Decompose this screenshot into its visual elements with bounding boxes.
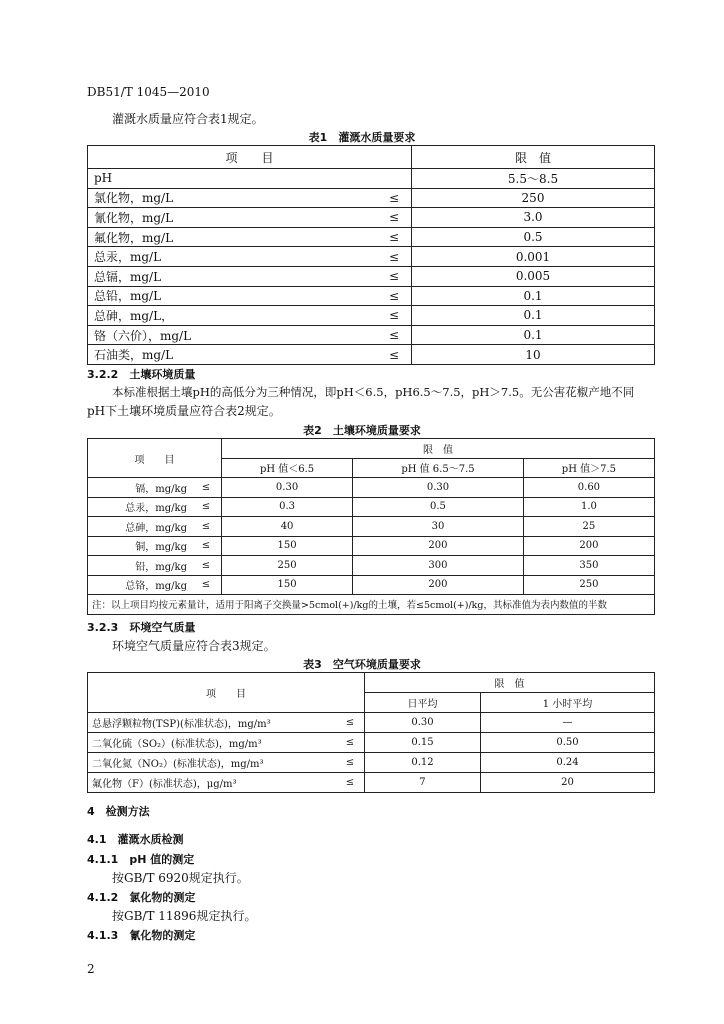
row-operator: ≤ — [377, 266, 412, 286]
row-value: 30 — [353, 517, 524, 537]
table-row — [88, 208, 655, 228]
row-value: 0.1 — [412, 325, 655, 345]
row-value: — — [480, 713, 654, 733]
row-value: 25 — [523, 517, 654, 537]
row-operator: ≤ — [336, 753, 365, 773]
row-value: 0.30 — [365, 713, 481, 733]
row-name: 铬（六价），mg/L — [88, 325, 378, 345]
row-operator: ≤ — [191, 478, 222, 498]
page-number: 2 — [87, 962, 95, 976]
row-value: 0.30 — [222, 478, 353, 498]
row-value: 250 — [523, 575, 654, 595]
header-limit: 限 值 — [222, 439, 655, 459]
row-name: 总砷，mg/L， — [88, 306, 378, 326]
subheader-ph-high: pH 值＞7.5 — [523, 458, 654, 478]
table-row — [88, 773, 655, 793]
row-operator: ≤ — [377, 247, 412, 267]
row-name: 总砷，mg/kg — [88, 517, 192, 537]
row-operator: ≤ — [336, 773, 365, 793]
table-row — [88, 169, 655, 189]
row-value: 0.24 — [480, 753, 654, 773]
header-item: 项 目 — [88, 146, 412, 169]
section-4-1-heading: 4.1 灌溉水质检测 — [87, 833, 184, 846]
row-name: 氰化物，mg/L — [88, 208, 378, 228]
row-operator: ≤ — [336, 733, 365, 753]
row-value: 0.5 — [353, 497, 524, 517]
table-row — [88, 556, 655, 576]
section-3-2-2-line2: pH下土壤环境质量应符合表2规定。 — [87, 404, 281, 418]
header-item: 项 目 — [88, 673, 365, 713]
row-value: 0.3 — [222, 497, 353, 517]
row-name: 石油类，mg/L — [88, 345, 378, 365]
section-4-1-2-text: 按GB/T 11896规定执行。 — [112, 909, 257, 923]
row-operator: ≤ — [377, 227, 412, 247]
row-operator: ≤ — [336, 713, 365, 733]
row-value: 200 — [353, 575, 524, 595]
section-4-1-3-heading: 4.1.3 氰化物的测定 — [87, 929, 196, 942]
row-value: 5.5～8.5 — [412, 169, 655, 189]
table-row — [88, 247, 655, 267]
table-row — [88, 286, 655, 306]
row-operator: ≤ — [377, 286, 412, 306]
row-name: 总悬浮颗粒物(TSP)(标准状态)，mg/m³ — [88, 713, 337, 733]
header-limit: 限 值 — [365, 673, 655, 693]
row-value: 0.5 — [412, 227, 655, 247]
soil-quality-table — [87, 438, 655, 615]
row-name: 总铅，mg/L — [88, 286, 378, 306]
subheader-ph-low: pH 值＜6.5 — [222, 458, 353, 478]
row-operator: ≤ — [377, 306, 412, 326]
air-quality-table — [87, 672, 655, 793]
row-name: pH — [88, 169, 378, 189]
row-value: 0.60 — [523, 478, 654, 498]
table-row — [88, 733, 655, 753]
table-row — [88, 227, 655, 247]
row-value: 300 — [353, 556, 524, 576]
row-value: 7 — [365, 773, 481, 793]
table-row — [88, 753, 655, 773]
row-operator: ≤ — [191, 556, 222, 576]
irrigation-water-table — [87, 145, 655, 365]
section-3-2-2-line1: 本标准根据土壤pH的高低分为三种情况，即pH＜6.5，pH6.5～7.5，pH＞7.5。无公害花椒产地不同 — [112, 385, 635, 399]
intro-paragraph: 灌溉水质量应符合表1规定。 — [112, 112, 264, 126]
row-value: 0.15 — [365, 733, 481, 753]
table-row — [88, 478, 655, 498]
row-name: 氯化物，mg/L — [88, 188, 378, 208]
table-row — [88, 325, 655, 345]
row-name: 氟化物，mg/L — [88, 227, 378, 247]
row-value: 200 — [523, 536, 654, 556]
table-row — [88, 345, 655, 365]
table-row — [88, 497, 655, 517]
table-header-row — [88, 673, 655, 693]
row-value: 1.0 — [523, 497, 654, 517]
row-value: 20 — [480, 773, 654, 793]
table1-caption: 表1 灌溉水质量要求 — [308, 131, 416, 144]
subheader-daily: 日平均 — [365, 693, 481, 713]
table-row — [88, 188, 655, 208]
row-value: 3.0 — [412, 208, 655, 228]
section-4-1-1-text: 按GB/T 6920规定执行。 — [112, 871, 249, 885]
table-header-row — [88, 146, 655, 169]
section-3-2-3-heading: 3.2.3 环境空气质量 — [87, 621, 196, 634]
header-limit: 限 值 — [412, 146, 655, 169]
table-row — [88, 713, 655, 733]
row-operator: ≤ — [191, 517, 222, 537]
section-4-1-1-heading: 4.1.1 pH 值的测定 — [87, 853, 195, 866]
section-4-heading: 4 检测方法 — [87, 805, 150, 818]
row-name: 总汞，mg/L — [88, 247, 378, 267]
table-row — [88, 517, 655, 537]
table3-caption: 表3 空气环境质量要求 — [303, 658, 421, 671]
table-row — [88, 536, 655, 556]
row-value: 150 — [222, 536, 353, 556]
subheader-hourly: 1 小时平均 — [480, 693, 654, 713]
row-value: 10 — [412, 345, 655, 365]
row-operator: ≤ — [377, 208, 412, 228]
row-operator: ≤ — [191, 575, 222, 595]
row-operator: ≤ — [191, 497, 222, 517]
table-row — [88, 306, 655, 326]
table2-caption: 表2 土壤环境质量要求 — [303, 424, 421, 437]
table-row — [88, 575, 655, 595]
row-value: 0.1 — [412, 286, 655, 306]
row-value: 250 — [412, 188, 655, 208]
row-name: 总镉，mg/L — [88, 266, 378, 286]
section-3-2-3-line1: 环境空气质量应符合表3规定。 — [112, 639, 276, 653]
row-name: 总汞，mg/kg — [88, 497, 192, 517]
row-name: 铜，mg/kg — [88, 536, 192, 556]
table2-note: 注：以上项目均按元素量计，适用于阳离子交换量>5cmol(+)/kg的土壤，若≤5cmol(+)/kg，其标准值为表内数值的半数 — [88, 595, 655, 615]
section-4-1-2-heading: 4.1.2 氯化物的测定 — [87, 891, 196, 904]
row-value: 40 — [222, 517, 353, 537]
header-item: 项 目 — [88, 439, 222, 478]
row-value: 0.50 — [480, 733, 654, 753]
row-value: 0.30 — [353, 478, 524, 498]
row-operator: ≤ — [377, 188, 412, 208]
row-value: 0.001 — [412, 247, 655, 267]
row-name: 镉，mg/kg — [88, 478, 192, 498]
subheader-ph-mid: pH 值 6.5～7.5 — [353, 458, 524, 478]
row-name: 二氧化硫（SO₂）(标准状态)，mg/m³ — [88, 733, 337, 753]
row-operator: ≤ — [191, 536, 222, 556]
row-value: 200 — [353, 536, 524, 556]
section-3-2-2-heading: 3.2.2 土壤环境质量 — [87, 368, 196, 381]
table-row — [88, 266, 655, 286]
row-value: 0.12 — [365, 753, 481, 773]
standard-number: DB51/T 1045—2010 — [87, 85, 210, 99]
row-operator — [377, 169, 412, 189]
row-operator: ≤ — [377, 325, 412, 345]
row-name: 二氧化氮（NO₂）(标准状态)，mg/m³ — [88, 753, 337, 773]
row-value: 250 — [222, 556, 353, 576]
row-value: 150 — [222, 575, 353, 595]
table-note-row — [88, 595, 655, 615]
row-value: 350 — [523, 556, 654, 576]
row-name: 铅，mg/kg — [88, 556, 192, 576]
row-name: 总铬，mg/kg — [88, 575, 192, 595]
row-value: 0.1 — [412, 306, 655, 326]
table-header-row — [88, 439, 655, 459]
row-name: 氟化物（F）(标准状态)，μg/m³ — [88, 773, 337, 793]
row-operator: ≤ — [377, 345, 412, 365]
row-value: 0.005 — [412, 266, 655, 286]
